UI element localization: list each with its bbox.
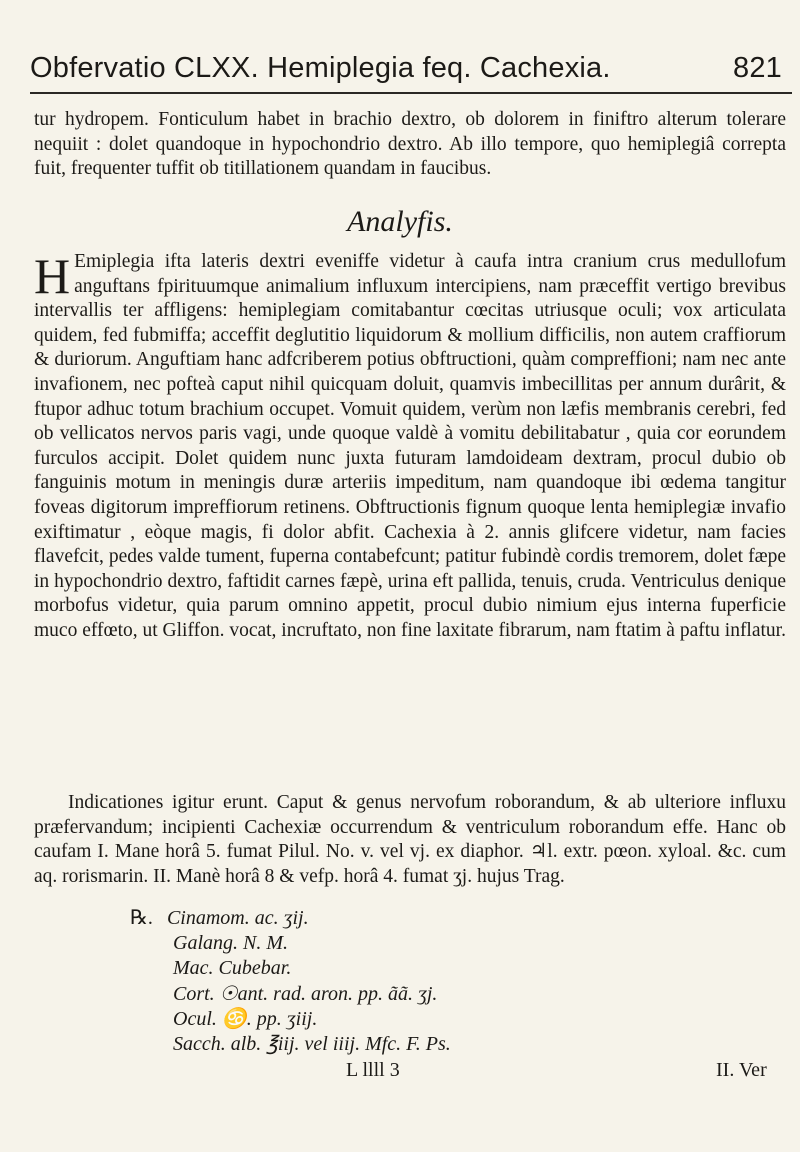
recipe-block xyxy=(130,906,690,1057)
drop-cap: H xyxy=(34,248,71,304)
paragraph-intro-text: tur hydropem. Fonticulum habet in brachio dextro, ob dolorem in finiftro alterum tolerare nequiit : dolet quandoque in hypochondrio dextro. Ab illo tempore, quo hemiplegiâ correpta fuit, frequenter tuffit ob titillationem quandam in faucibus. xyxy=(34,109,786,180)
signature-mark: L llll 3 xyxy=(346,1059,400,1081)
paragraph-indications xyxy=(34,791,786,889)
recipe-line: ℞. Cinamom. ac. ʒij. xyxy=(130,907,309,929)
header-rule xyxy=(30,92,792,94)
paragraph-analysis xyxy=(34,250,786,644)
recipe-line: Galang. N. M. xyxy=(173,932,288,955)
paragraph-intro xyxy=(34,108,786,182)
recipe-line: Ocul. ♋. pp. ʒiij. xyxy=(173,1007,318,1030)
recipe-line: Sacch. alb. ℥iij. vel iiij. Mfc. F. Ps. xyxy=(173,1033,451,1056)
paragraph-indications-text: Indicationes igitur erunt. Caput & genus nervofum roborandum, & ab ulteriore influxu præfervandum; incipienti Cachexiæ occurrendum & ventriculum roborandum effe. Hanc ob caufam I. Mane horâ 5. fumat Pilul. No. v. vel vj. ex diaphor. ♃l. extr. pœon. xyloal. &c. cum aq. rorismarin. II. Manè horâ 8 & vefp. horâ 4. fumat ʒj. hujus Trag. xyxy=(34,792,786,887)
recipe-line: Mac. Cubebar. xyxy=(173,957,292,980)
running-header xyxy=(30,52,790,85)
paragraph-analysis-text: Emiplegia ifta lateris dextri eveniffe videtur à caufa intra cranium crus medullofum anguftans fpirituumque animalium influxum intercipiens, nam præceffit vertigo brevibus intervallis ter affligens: hemiplegiam comitabantur cœcitas utriusque oculi; vox articulata quidem, fed fubmiffa; acceffit deglutitio liquidorum & mollium difficilis, non autem craffiorum & duriorum. Anguftiam hanc adfcriberem potius obftructioni, quàm compreffioni; nam nec ante invafionem, nec pofteà caput nihil quicquam doluit, quamvis imbecillitas per annum durârit, & ftupor adhuc totum brachium occupet. Vomuit quidem, verùm non læfis membranis cerebri, fed ob vellicatos nervos paris vagi, unde quoque valdè à vomitu debilitabatur , quia cor eorundem furculos accipit. Dolet quidem nunc juxta futuram lamdoideam dextram, procul dubio ob fanguinis motum in meningis duræ arteriis impeditum, nam quandoque ibi œdema tangitur foveas digitorum impreffiorum retinens. Obftructionis fignum quoque lenta hemiplegiæ invafio exiftimatur , eòque magis, fi dolor abfit. Cachexia à 2. annis glifcere videtur, nam facies flavefcit, pedes valde tument, fuperna contabefcunt; patitur fubindè cordis tremorem, dolet fæpe in hypochondrio dextro, faftidit carnes fæpè, urina eft pallida, tenuis, cruda. Ventriculus denique morbofus videtur, quia parum omnino appetit, procul dubio nimium ejus interna fuperficie muco effœto, ut Gliffon. vocat, incruftato, non fine laxitate fibrarum, nam ftatim à paftu inflatur. xyxy=(34,251,786,641)
catchword: II. Ver xyxy=(716,1059,767,1081)
recipe-line: Cort. ☉ant. rad. aron. pp. ãã. ʒj. xyxy=(173,982,438,1005)
header-title: Obfervatio CLXX. Hemiplegia feq. Cachexia. xyxy=(30,52,611,84)
page-number: 821 xyxy=(733,52,782,84)
section-heading: Analyfis. xyxy=(347,205,453,238)
recipe-symbol: ℞. xyxy=(130,907,153,929)
